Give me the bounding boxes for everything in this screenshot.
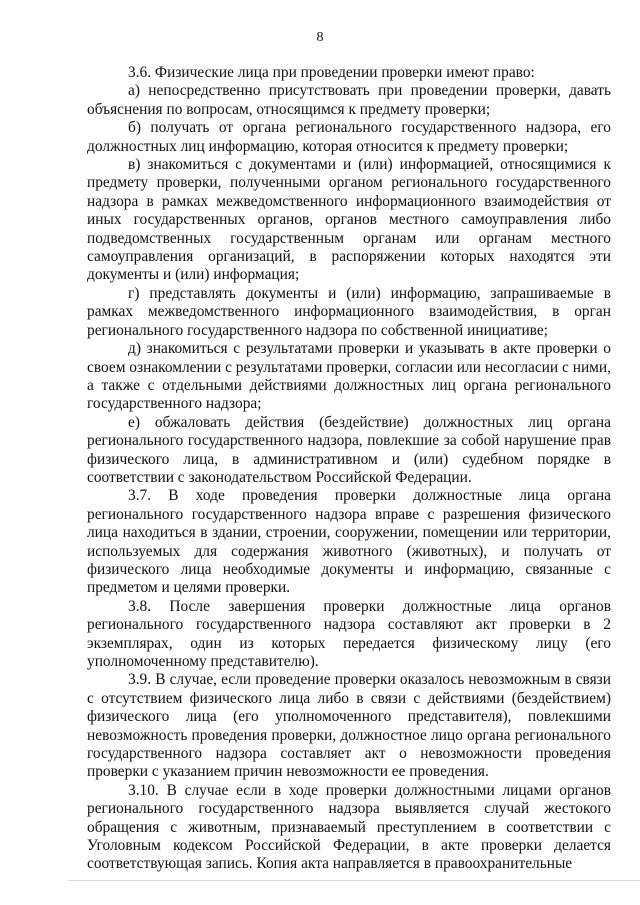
paragraph-3-6-e: е) обжаловать действия (бездействие) должностных лиц органа регионального государственного надзора, повлекшие за собой нарушение прав физического лица, в административном и (или) судебном порядке в соответствии с законодательством Российской Федерации. xyxy=(87,413,611,486)
scan-edge-line xyxy=(68,880,640,881)
paragraph-3-7: 3.7. В ходе проведения проверки должностные лица органа регионального государственного надзора вправе с разрешения физического лица находиться в здании, строении, сооружении, помещении или территории, используемых для содержания животного (животных), и получать от физического лица необходимые документы и информацию, связанные с предметом и целями проверки. xyxy=(87,487,611,597)
paragraph-3-6-b: б) получать от органа регионального государственного надзора, его должностных лиц информацию, которая относится к предмету проверки; xyxy=(87,119,611,155)
paragraph-3-8: 3.8. После завершения проверки должностные лица органов регионального государственного надзора составляют акт проверки в 2 экземплярах, один из которых передается физическому лицу (его уполномоченному представителю). xyxy=(87,597,611,670)
paragraph-3-6-a: а) непосредственно присутствовать при проведении проверки, давать объяснения по вопросам, относящимся к предмету проверки; xyxy=(87,82,611,118)
paragraph-3-6-heading: 3.6. Физические лица при проведении проверки имеют право: xyxy=(128,64,535,81)
paragraph-3-6-g: г) представлять документы и (или) информацию, запрашиваемые в рамках межведомственного информационного взаимодействия, в орган регионального государственного надзора по собственной инициативе; xyxy=(87,284,611,339)
document-body xyxy=(87,64,611,874)
paragraph-3-6-v: в) знакомиться с документами и (или) информацией, относящимися к предмету проверки, полученными органом регионального государственного надзора в рамках межведомственного информационного взаимодействия от иных государственных органов, органов местного самоуправления либо подведомственных государственным органам или органам местного самоуправления организаций, в распоряжении которых находятся эти документы и (или) информация; xyxy=(87,156,611,284)
paragraph-3-6-d: д) знакомиться с результатами проверки и указывать в акте проверки о своем ознакомлении с результатами проверки, согласии или несогласии с ними, а также с отдельными действиями должностных лиц органа регионального государственного надзора; xyxy=(87,340,611,413)
page-number: 8 xyxy=(316,30,324,45)
paragraph-3-10: 3.10. В случае если в ходе проверки должностными лицами органов регионального государственного надзора выявляется случай жестокого обращения с животным, признаваемый преступлением в соответствии с Уголовным кодексом Российской Федерации, в акте проверки делается соответствующая запись. Копия акта направляется в правоохранительные xyxy=(87,781,611,873)
paragraph-3-9: 3.9. В случае, если проведение проверки оказалось невозможным в связи с отсутствием физического лица либо в связи с действиями (бездействием) физического лица (его уполномоченного представителя), повлекшими невозможность проведения проверки, должностное лицо органа регионального государственного надзора составляет акт о невозможности проведения проверки с указанием причин невозможности ее проведения. xyxy=(87,671,611,781)
